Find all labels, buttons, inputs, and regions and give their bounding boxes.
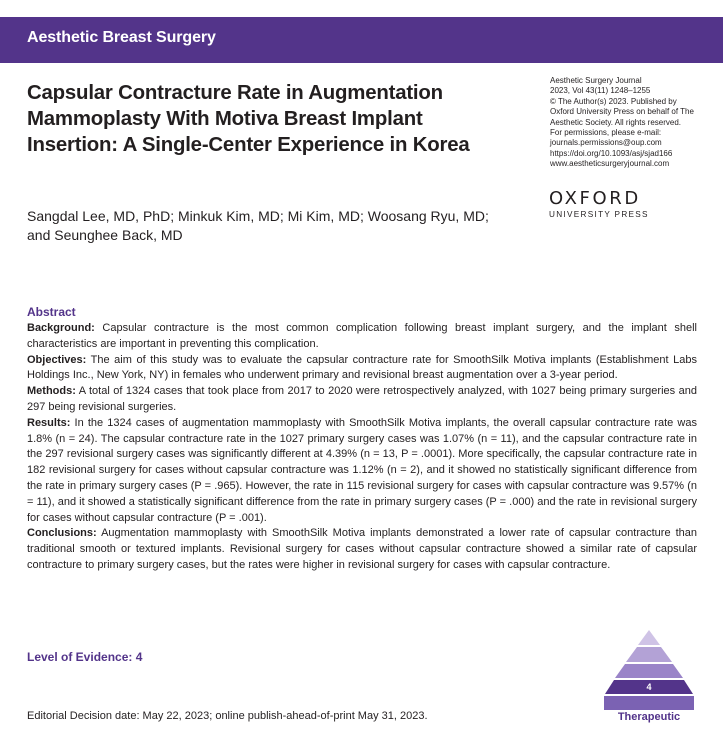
journal-section-title: Aesthetic Breast Surgery [27, 29, 216, 46]
section-label: Background: [27, 322, 95, 334]
oxford-university-press-logo [549, 189, 669, 220]
journal-info-line: 2023, Vol 43(11) 1248–1255 [550, 86, 651, 96]
publisher-name: OXFORD [549, 188, 641, 209]
section-text: Augmentation mammoplasty with SmoothSilk Motiva implants demonstrated a lower rate of capsular contracture than traditional smooth or textured implants. Revisional surgery for cases without capsular contracture showed a similar rate of capsular contracture to primary surgery cases, but the rates were higher in revisional surgery for cases with capsular contracture. [27, 527, 697, 571]
pyramid-level-number: 4 [646, 682, 652, 692]
journal-info [550, 76, 720, 170]
level-of-evidence: Level of Evidence: 4 [27, 650, 143, 664]
section-label: Conclusions: [27, 527, 97, 540]
editorial-decision-date: Editorial Decision date: May 22, 2023; online publish-ahead-of-print May 31, 2023. [27, 710, 428, 722]
pyramid-level-1 [638, 630, 660, 645]
section-label: Results: [27, 416, 71, 429]
abstract-conclusions [27, 526, 697, 573]
section-label: Objectives: [27, 353, 87, 366]
title-line: Capsular Contracture Rate in Augmentation [27, 82, 443, 104]
journal-info-line[interactable]: For permissions, please e-mail: [550, 128, 662, 138]
journal-info-line: Aesthetic Society. All rights reserved. [550, 117, 682, 127]
author-list [27, 207, 547, 245]
journal-info-line: Aesthetic Surgery Journal [550, 76, 642, 85]
section-text: A total of 1324 cases that took place from 2017 to 2020 were retrospectively analyzed, with 1027 being primary surgeries and 297 being revisional surgeries. [27, 385, 697, 413]
section-label: Methods: [27, 385, 76, 398]
author-line: and Seunghee Back, MD [27, 227, 183, 243]
evidence-pyramid-icon [604, 628, 694, 712]
abstract-methods [27, 384, 697, 416]
article-title [27, 80, 542, 158]
title-line: Mammoplasty With Motiva Breast Implant [27, 108, 423, 130]
journal-website-link[interactable]: www.aestheticsurgeryjournal.com [550, 159, 670, 169]
journal-banner [0, 17, 723, 63]
pyramid-level-3 [615, 664, 683, 678]
pyramid-caption: Therapeutic [617, 711, 681, 723]
abstract-background [27, 321, 697, 353]
abstract [27, 305, 697, 574]
permissions-email-link[interactable]: journals.permissions@oup.com [550, 138, 662, 148]
title-line: Insertion: A Single-Center Experience in Korea [27, 134, 470, 156]
abstract-heading: Abstract [27, 305, 76, 319]
journal-info-line: © The Author(s) 2023. Published by [550, 96, 677, 106]
section-text: In the 1324 cases of augmentation mammoplasty with SmoothSilk Motiva implants, the overall capsular contracture rate was 1.8% (n = 24). The capsular contracture rate in the 1027 primary surgery cases was 1.07% (n = 11), and the capsular contracture rate in the 297 revisional surgery cases was significantly different at 4.39% (n = 13, P = .0001). More specifically, the capsular contracture rate in 182 revisional surgery for cases without capsular contracture was 1.12% (n = 2), and it showed no statistically significant difference from the rate in primary surgery cases (P = .965). However, the rate in 115 revisional surgery for cases with capsular contracture was 9.57% (n = 11), and it showed a statistically significant difference from the rate in primary surgery cases (P = .000) and the rate in revisional surgery for cases without capsular contracture (P = .001). [27, 416, 697, 524]
abstract-results [27, 416, 697, 527]
pyramid-level-5 [604, 696, 694, 710]
doi-link[interactable]: https://doi.org/10.1093/asj/sjad166 [550, 148, 673, 158]
abstract-objectives [27, 353, 697, 385]
section-text: Capsular contracture is the most common complication following breast implant surgery, and the implant shell characteristics are important in preventing this complication. [27, 322, 697, 350]
pyramid-level-2 [626, 647, 672, 662]
author-line: Sangdal Lee, MD, PhD; Minkuk Kim, MD; Mi Kim, MD; Woosang Ryu, MD; [27, 208, 489, 224]
publisher-subtitle: UNIVERSITY PRESS [549, 210, 649, 219]
journal-info-line: Oxford University Press on behalf of The [550, 107, 694, 117]
section-text: The aim of this study was to evaluate the capsular contracture rate for SmoothSilk Motiva implants (Establishment Labs Holdings Inc., New York, NY) in females who underwent primary and revisional breast augmentation over a 3-year period. [27, 353, 697, 382]
